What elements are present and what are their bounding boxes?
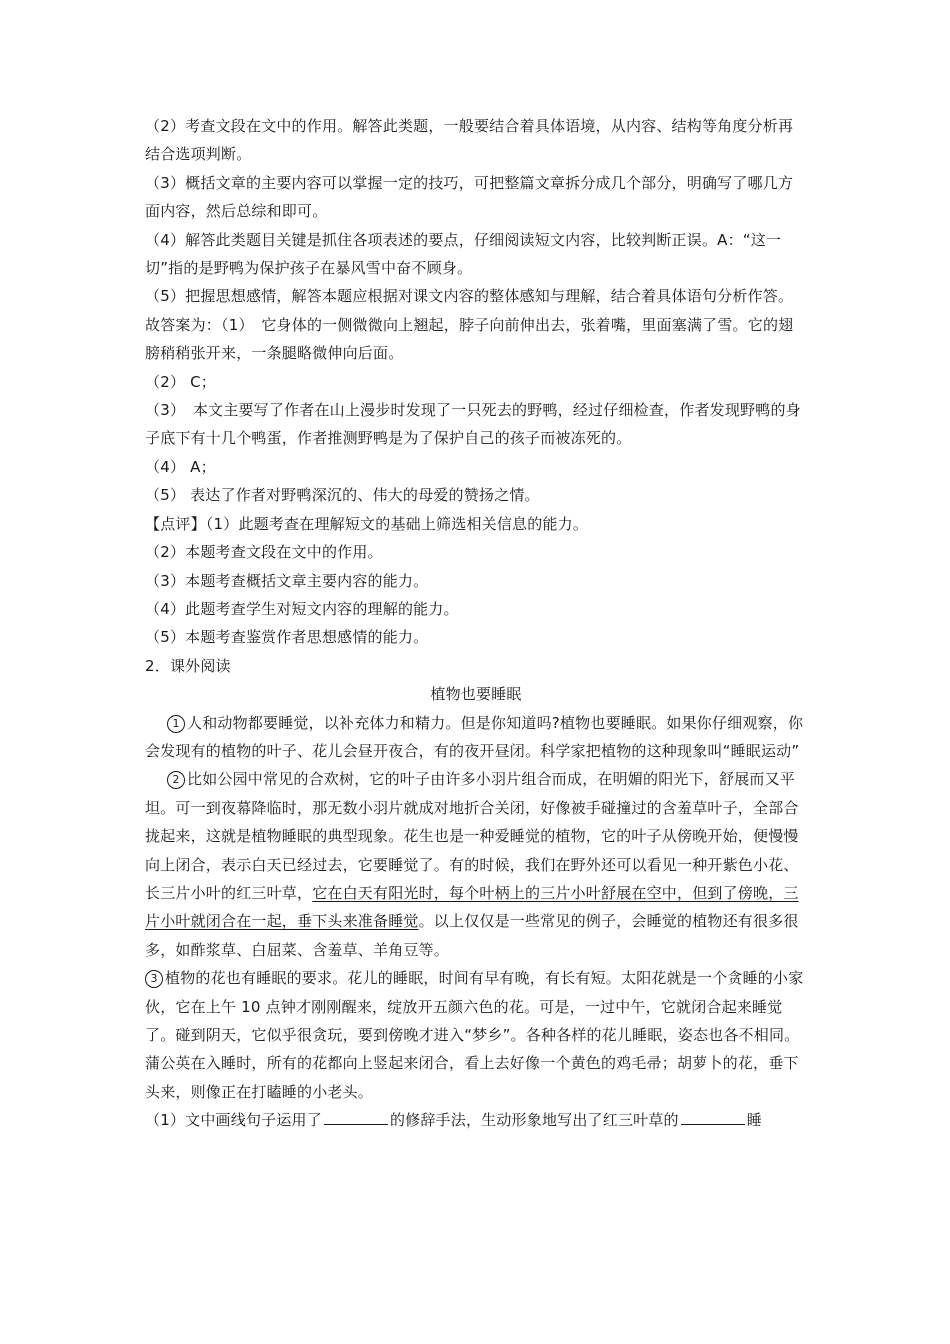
answer-blank-1[interactable] [324, 1108, 388, 1125]
paragraph-1-text: 人和动物都要睡觉，以补充体力和精力。但是你知道吗?植物也要睡眠。如果你仔细观察，你会发现有的植物的叶子、花儿会昼开夜合，有的夜开昼闭。科学家把植物的这种现象叫“睡眠运动” [145, 713, 804, 760]
question-1-text-end: 睡 [746, 1111, 762, 1130]
comment-item-1: 【点评】（1）此题考查在理解短文的基础上筛选相关信息的能力。 [145, 514, 589, 533]
paragraph-number-2: 2 [167, 771, 185, 789]
comment-item-5: （5）本题考查鉴赏作者思想感情的能力。 [145, 628, 429, 647]
analysis-item-4: （4）解答此类题目关键是抓住各项表述的要点，仔细阅读短文内容，比较判断正误。A：“这一切”指的是野鸭为保护孩子在暴风雪中奋不顾身。 [145, 230, 782, 278]
question-1 [145, 1106, 807, 1134]
paragraph-3-text: 植物的花也有睡眠的要求。花儿的睡眠，时间有早有晚，有长有短。太阳花就是一个贪睡的小家伙，它在上午 10 点钟才刚刚醒来，绽放开五颜六色的花。可是，一过中午，它就闭合起来睡觉了。碰到阴天，它似乎很贪玩，要到傍晚才进入“梦乡”。各种各样的花儿睡眠，姿态也各不相同。蒲公英在入睡时，所有的花都向上竖起来闭合，看上去好像一个黄色的鸡毛帚；胡萝卜的花，垂下头来，则像正在打瞌睡的小老头。 [145, 969, 804, 1101]
answer-blank-2[interactable] [681, 1108, 745, 1125]
paragraph-2-text-end: 。以上仅仅是一些常见的例子，会睡觉的植物还有很多很多，如酢浆草、白屈菜、含羞草、羊角豆等。 [145, 912, 799, 959]
document-content [145, 112, 807, 1135]
paragraph-2-text: 比如公园中常见的合欢树，它的叶子由许多小羽片组合而成，在明媚的阳光下，舒展而又平坦。可一到夜幕降临时，那无数小羽片就成对地折合关闭，好像被手碰撞过的含羞草叶子，全部合拢起来，这就是植物睡眠的典型现象。花生也是一种爱睡觉的植物，它的叶子从傍晚开始，便慢慢向上闭合，表示白天已经过去，它要睡觉了。有的时候，我们在野外还可以看见一种开紫色小花、长三片小叶的红三叶草， [145, 770, 799, 902]
section-heading: 2．课外阅读 [145, 656, 231, 675]
passage-paragraph-2 [145, 765, 807, 964]
passage-title: 植物也要睡眠 [430, 685, 522, 704]
analysis-item-3: （3）概括文章的主要内容可以掌握一定的技巧，可把整篇文章拆分成几个部分，明确写了哪几方面内容，然后总综和即可。 [145, 173, 794, 221]
comment-item-4: （4）此题考查学生对短文内容的理解的能力。 [145, 599, 459, 618]
paragraph-number-1: 1 [167, 715, 185, 733]
paragraph-number-3: 3 [145, 970, 163, 988]
underlined-sentence: 它在白天有阳光时，每个叶柄上的三片小叶舒展在空中，但到了傍晚，三片小叶就闭合在一起，垂下头来准备睡觉 [145, 883, 799, 931]
comment-item-3: （3）本题考查概括文章主要内容的能力。 [145, 571, 429, 590]
comment-item-2: （2）本题考查文段在文中的作用。 [145, 543, 383, 562]
answer-item-2: （2） C； [145, 372, 216, 391]
analysis-item-2: （2）考查文段在文中的作用。解答此类题，一般要结合着具体语境，从内容、结构等角度分析再结合选项判断。 [145, 117, 794, 164]
analysis-item-5: （5）把握思想感情，解答本题应根据对课文内容的整体感知与理解，结合着具体语句分析作答。 [145, 287, 794, 306]
answer-item-4: （4） A； [145, 457, 216, 476]
question-1-text: （1）文中画线句子运用了 [145, 1111, 322, 1130]
passage-paragraph-1 [145, 709, 807, 766]
passage-paragraph-3 [145, 964, 807, 1106]
answer-item-1: 故答案为：（1） 它身体的一侧微微向上翘起，脖子向前伸出去，张着嘴，里面塞满了雪。它的翅膀稍稍张开来，一条腿略微伸向后面。 [145, 315, 794, 363]
answer-item-3: （3） 本文主要写了作者在山上漫步时发现了一只死去的野鸭，经过仔细检查，作者发现野鸭的身子底下有十几个鸭蛋，作者推测野鸭是为了保护自己的孩子而被冻死的。 [145, 401, 801, 448]
question-1-text-middle: 的修辞手法，生动形象地写出了红三叶草的 [389, 1111, 679, 1130]
answer-item-5: （5） 表达了作者对野鸭深沉的、伟大的母爱的赞扬之情。 [145, 486, 540, 505]
